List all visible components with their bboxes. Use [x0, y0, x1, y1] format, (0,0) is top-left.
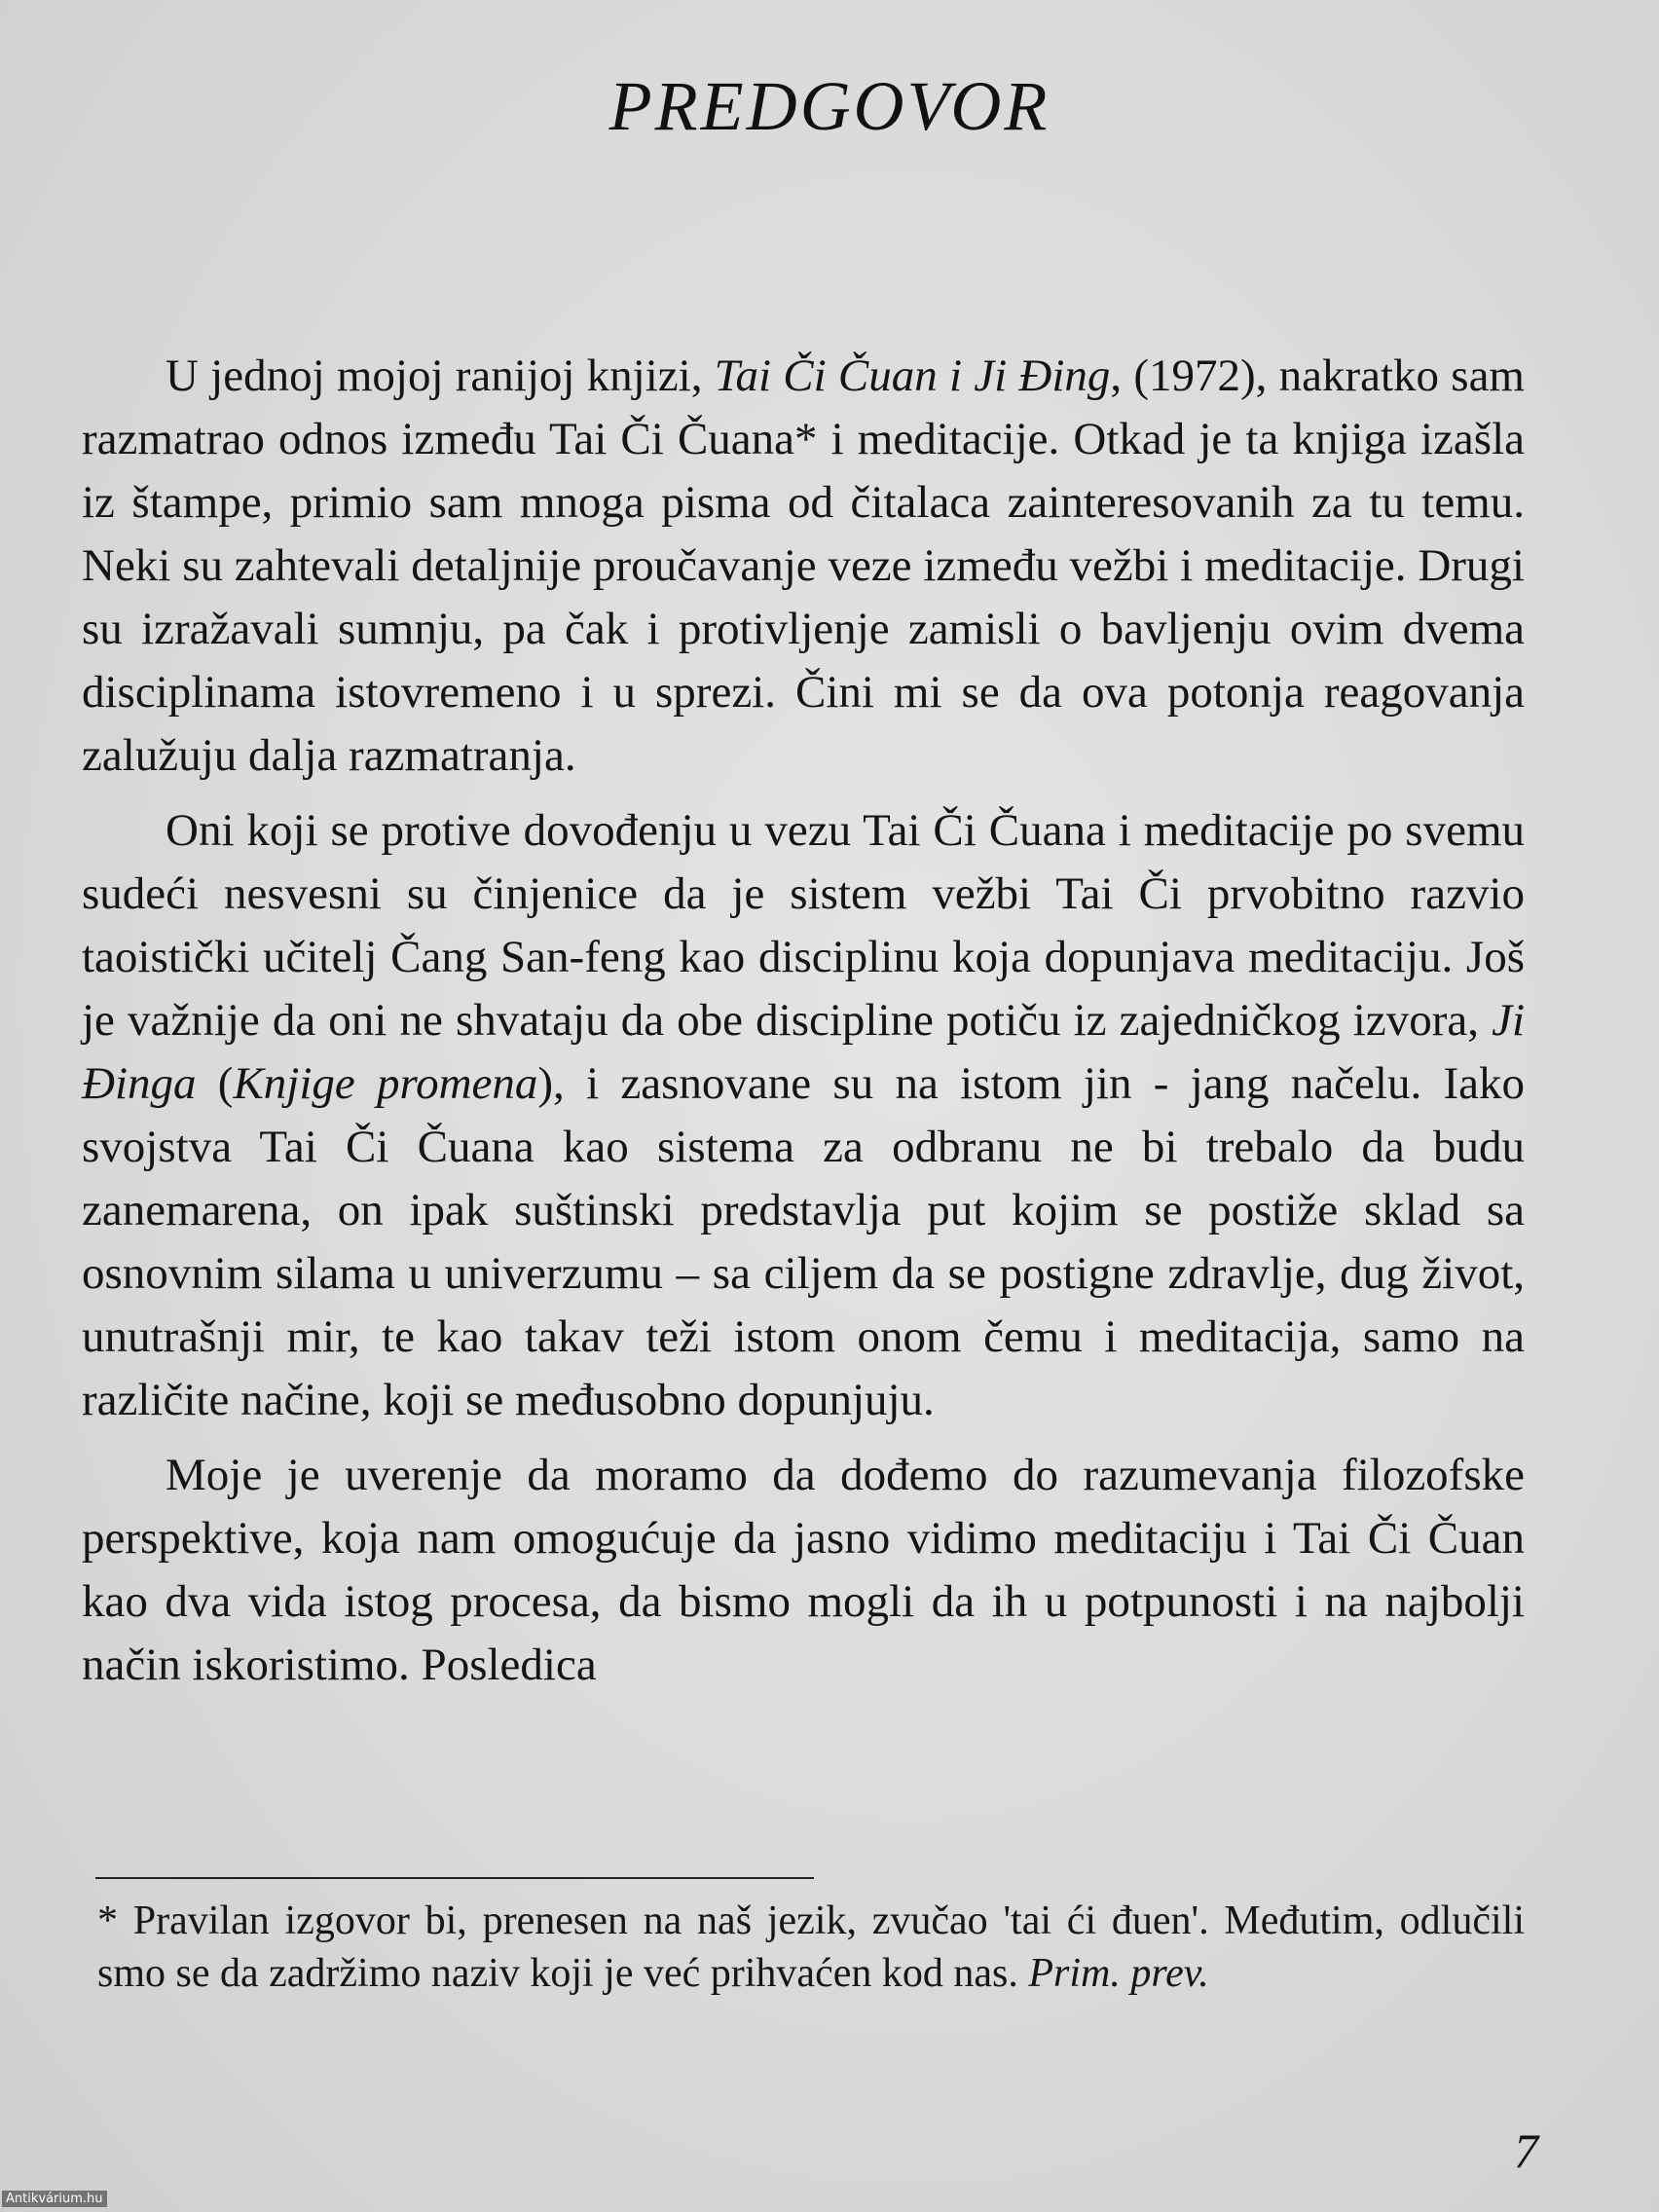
page-number: 7	[1514, 2123, 1538, 2178]
text-run: Moje je uverenje da moramo da dođemo do razumevanja filozofske perspektive, koja nam omogućuje da jasno vidimo meditaciju i Tai Či Čuan kao dva vida istog procesa, da bismo mogli da ih u potpunosti i na najbolji način iskoristimo. Posledica	[82, 1450, 1525, 1690]
footnote-run: * Pravilan izgovor bi, prenesen na naš jezik, zvučao 'tai ći đuen'. Međutim, odlučili smo se da zadržimo naziv koji je već prihvaćen kod nas.	[97, 1899, 1525, 1996]
paragraph-3	[82, 1444, 1525, 1697]
page-title: PREDGOVOR	[608, 67, 1051, 145]
footnote-divider	[95, 1877, 814, 1879]
book-title-italic: Tai Či Čuan i Ji Đing	[714, 350, 1111, 401]
paragraph-2	[82, 799, 1525, 1432]
text-run: Oni koji se protive dovođenju u vezu Tai Či Čuana i meditacije po svemu sudeći nesvesni su činjenice da je sistem vežbi Tai Či prvobitno razvio taoistički učitelj Čang San-feng kao disciplinu koja dopunjava meditaciju. Još je važnije da oni ne shvataju da obe discipline potiču iz zajedničkog izvora,	[82, 805, 1525, 1046]
footnote-italic: Prim. prev.	[1028, 1951, 1209, 1996]
text-run: U jednoj mojoj ranijoj knjizi,	[166, 350, 715, 401]
main-text	[82, 345, 1525, 1709]
book-title-italic: Ji Đinga	[82, 995, 1525, 1109]
text-run: , (1972), nakratko sam razmatrao odnos između Tai Či Čuana* i meditacije. Otkad je ta knjiga izašla iz štampe, primio sam mnoga pisma od čitalaca zainteresovanih za tu temu. Neki su zahtevali detaljnije proučavanje veze između vežbi i meditacije. Drugi su izražavali sumnju, pa čak i protivljenje zamisli o bavljenju ovim dvema disciplinama istovremeno i u sprezi. Čini mi se da ova potonja reagovanja zalužuju dalja razmatranja.	[82, 350, 1525, 781]
text-run: (	[196, 1058, 234, 1109]
footnote-text	[97, 1895, 1525, 2000]
watermark-label: Antikvárium.hu	[2, 2191, 107, 2207]
book-title-italic: Knjige promena	[233, 1058, 538, 1109]
paragraph-1	[82, 345, 1525, 788]
footnote	[97, 1895, 1525, 2000]
text-run: ), i zasnovane su na istom jin - jang načelu. Iako svojstva Tai Či Čuana kao sistema za odbranu ne bi trebalo da budu zanemarena, on ipak suštinski predstavlja put kojim se postiže sklad sa osnovnim silama u univerzumu – sa ciljem da se postigne zdravlje, dug život, unutrašnji mir, te kao takav teži istom onom čemu i meditacija, samo na različite načine, koji se međusobno dopunjuju.	[82, 1058, 1525, 1425]
